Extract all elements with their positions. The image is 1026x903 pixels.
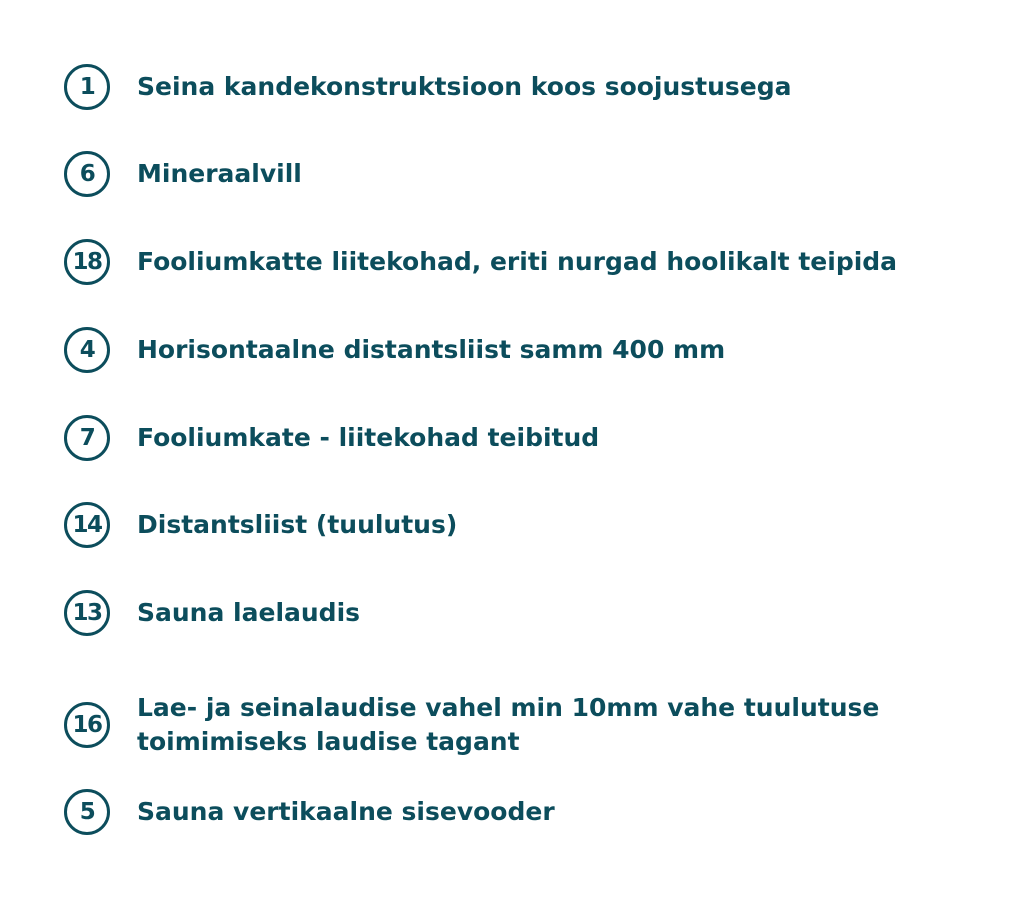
legend-label-line: Lae- ja seinalaudise vahel min 10mm vahe tuulutuse	[137, 693, 880, 722]
legend-label-line: Distantsliist (tuulutus)	[137, 510, 458, 539]
badge-number: 4	[79, 336, 95, 363]
number-badge	[64, 64, 110, 110]
legend-label-line: Sauna laelaudis	[137, 598, 361, 627]
legend-label-line: Fooliumkate - liitekohad teibitud	[137, 423, 600, 452]
legend-label	[137, 508, 457, 542]
legend-item	[64, 691, 879, 759]
badge-number: 7	[79, 424, 95, 451]
legend-item	[64, 327, 725, 373]
legend-label-line: Seina kandekonstruktsioon koos soojustusega	[137, 72, 792, 101]
badge-number: 13	[72, 599, 102, 626]
badge-number: 1	[79, 73, 95, 100]
legend-label	[137, 691, 879, 759]
badge-number: 16	[72, 711, 102, 738]
badge-number: 18	[72, 248, 102, 275]
legend-item	[64, 415, 599, 461]
badge-number: 6	[79, 160, 95, 187]
legend-label	[137, 795, 555, 829]
legend-item	[64, 502, 457, 548]
number-badge	[64, 239, 110, 285]
number-badge	[64, 415, 110, 461]
badge-number: 14	[72, 511, 102, 538]
legend-item	[64, 239, 897, 285]
legend-item	[64, 64, 792, 110]
legend-label	[137, 245, 897, 279]
legend-label	[137, 421, 599, 455]
legend-label	[137, 596, 360, 630]
legend-label-line: toimimiseks laudise tagant	[137, 727, 520, 756]
legend-label-line: Mineraalvill	[137, 159, 302, 188]
legend-item	[64, 789, 555, 835]
number-badge	[64, 789, 110, 835]
number-badge	[64, 327, 110, 373]
legend-item	[64, 151, 302, 197]
number-badge	[64, 151, 110, 197]
number-badge	[64, 502, 110, 548]
legend-label	[137, 157, 302, 191]
number-badge	[64, 702, 110, 748]
number-badge	[64, 590, 110, 636]
legend-label	[137, 333, 725, 367]
legend-label	[137, 70, 792, 104]
legend-label-line: Horisontaalne distantsliist samm 400 mm	[137, 335, 726, 364]
legend-label-line: Fooliumkatte liitekohad, eriti nurgad hoolikalt teipida	[137, 247, 898, 276]
badge-number: 5	[79, 798, 95, 825]
legend-item	[64, 590, 360, 636]
legend-label-line: Sauna vertikaalne sisevooder	[137, 797, 555, 826]
